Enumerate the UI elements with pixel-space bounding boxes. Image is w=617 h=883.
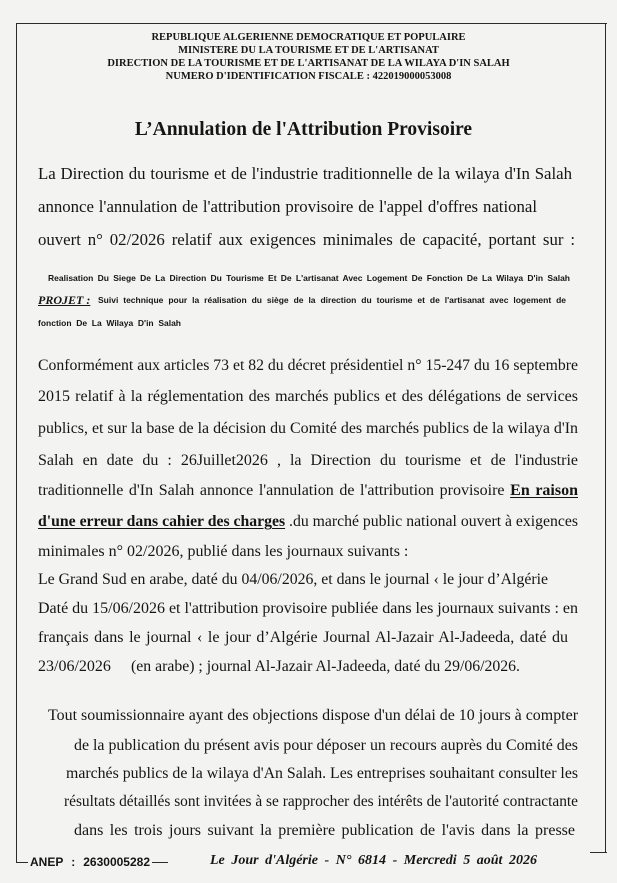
decision-line-2: 2015 relatif à la réglementation des marchés publics et des délégations de services — [38, 388, 578, 405]
intro-line-1: La Direction du tourisme et de l'industrie traditionnelle de la wilaya d'In Salah — [38, 164, 572, 183]
decision-line-6-text: .du marché public national ouvert à exigences — [289, 513, 579, 530]
publication-line-3: français dans le journal ‹ le jour d’Algérie Journal Al-Jazair Al-Jadeeda, daté du — [38, 629, 568, 646]
recourse-line-2: de la publication du présent avis pour déposer un recours auprès du Comité des — [74, 737, 578, 754]
header-ministry-line: MINISTERE DU LA TOURISME ET DE L'ARTISANAT — [178, 45, 439, 56]
recourse-line-1: Tout soumissionnaire ayant des objections dispose d'un délai de 10 jours à compter — [48, 707, 579, 724]
frame-corner-bottom-right — [590, 852, 607, 853]
realisation-line: Realisation Du Siege De La Direction Du Tourisme Et De L'artisanat Avec Logement De Fonction De La Wilaya D'in Salah — [48, 273, 570, 283]
decision-line-5-text: traditionnelle d'In Salah annonce l'annulation de l'attribution provisoire — [38, 482, 505, 499]
decision-line-5 — [38, 481, 578, 501]
cancellation-reason-end: d'une erreur dans cahier des charges — [38, 513, 286, 530]
cancellation-reason-start: En raison — [510, 482, 578, 499]
header-tax-id-line: NUMERO D'IDENTIFICATION FISCALE : 422019000053008 — [165, 71, 452, 82]
publication-last-line: (en arabe) ; journal Al-Jazair Al-Jadeeda, daté du 29/06/2026. — [131, 658, 521, 675]
projet-label: PROJET : — [38, 293, 91, 307]
notice-title: L’Annulation de l'Attribution Provisoire — [134, 119, 473, 140]
publication-reference: Le Jour d'Algérie - N° 6814 - Mercredi 5 août 2026 — [210, 853, 537, 868]
header-directorate-line: DIRECTION DE LA TOURISME ET DE L'ARTISANAT DE LA WILAYA D'IN SALAH — [107, 58, 510, 69]
intro-line-3: ouvert n° 02/2026 relatif aux exigences minimales de capacité, portant sur : — [38, 230, 575, 249]
decision-line-1: Conformément aux articles 73 et 82 du décret présidentiel n° 15-247 du 16 septembre — [38, 357, 579, 374]
anep-reference: ANEP : 2630005282 — [30, 855, 150, 869]
publication-line-1: Le Grand Sud en arabe, daté du 04/06/2026, et dans le journal ‹ le jour d’Algérie — [38, 571, 549, 588]
recourse-line-4: résultats détaillés sont invitées à se rapprocher des intérêts de l'autorité contractante — [64, 793, 578, 810]
footer-dash-left — [16, 862, 28, 863]
projet-text-line-2: fonction De La Wilaya D'in Salah — [38, 318, 181, 328]
frame-border-top — [16, 23, 607, 24]
recourse-line-3: marchés publics de la wilaya d'An Salah. Les entreprises souhaitant consulter les — [66, 765, 579, 782]
intro-line-2: annonce l'annulation de l'attribution provisoire de l'appel d'offres national — [38, 197, 537, 216]
publication-line-2: Daté du 15/06/2026 et l'attribution provisoire publiée dans les journaux suivants : en — [38, 600, 579, 617]
decision-line-4: Salah en date du : 26Juillet2026 , la Direction du tourisme et de l'industrie — [38, 452, 579, 469]
frame-border-right — [605, 23, 606, 853]
header-country-line: REPUBLIQUE ALGERIENNE DEMOCRATIQUE ET POPULAIRE — [151, 32, 466, 43]
projet-text-line-1: Suivi technique pour la réalisation du siège de la direction du tourisme et de l'artisanat avec logement de — [98, 295, 567, 305]
publication-last-date: 23/06/2026 — [38, 658, 111, 675]
decision-line-3: publics, et sur la base de la décision du Comité des marchés publics de la wilaya d'In — [38, 420, 579, 437]
recourse-line-5: dans les trois jours suivant la première publication de l'avis dans la presse — [74, 822, 575, 839]
decision-line-6 — [38, 512, 579, 532]
footer-dash-right — [152, 862, 168, 863]
decision-line-7: minimales n° 02/2026, publié dans les journaux suivants : — [38, 543, 409, 560]
frame-border-left — [16, 23, 17, 863]
